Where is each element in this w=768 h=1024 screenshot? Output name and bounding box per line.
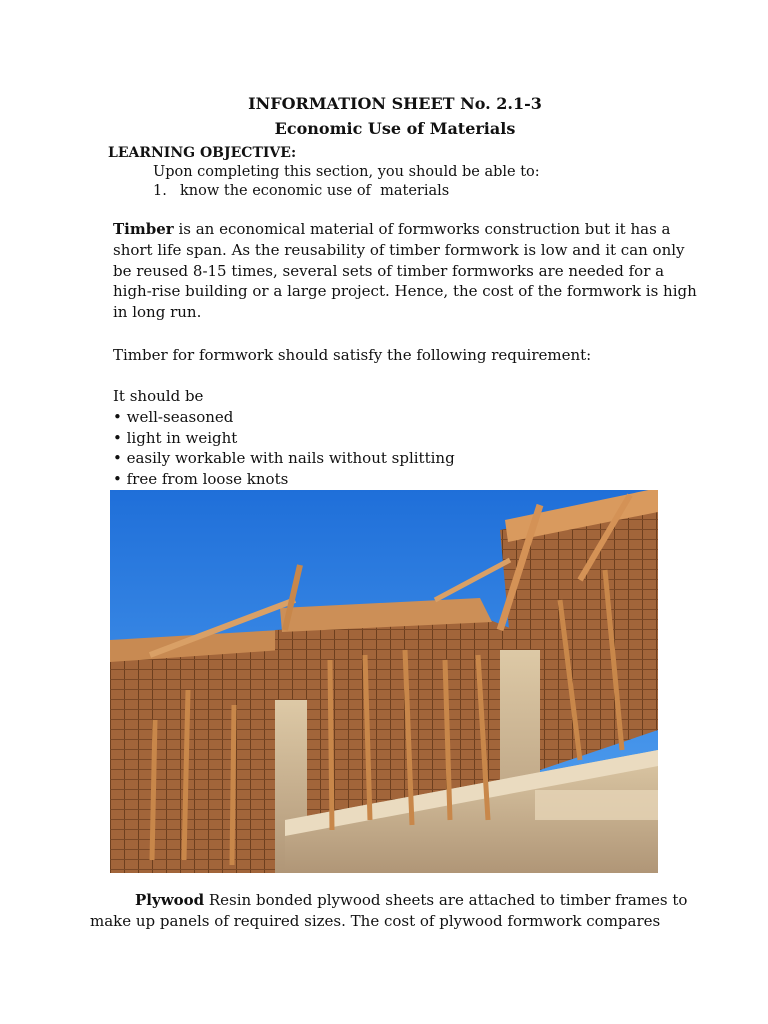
timber-line: short life span. As the reusability of timber formwork is low and it can only — [113, 240, 685, 259]
sheet-subtitle: Economic Use of Materials — [274, 119, 516, 138]
timber-formwork-photo — [110, 490, 658, 873]
plywood-line — [90, 890, 690, 911]
sheet-title: INFORMATION SHEET No. 2.1-3 — [248, 94, 542, 113]
objective-item-number: 1. — [153, 183, 167, 199]
timber-line-text: is an economical material of formworks construction but it has a — [173, 220, 671, 238]
requirements-list — [113, 386, 455, 490]
requirements-intro-block — [113, 345, 693, 366]
list-item: • free from loose knots — [113, 470, 289, 489]
requirements-intro: Timber for formwork should satisfy the following requirement: — [113, 346, 592, 364]
plywood-term: Plywood — [135, 891, 205, 909]
list-item: • well-seasoned — [113, 407, 234, 426]
learning-objective-heading: LEARNING OBJECTIVE: — [108, 145, 297, 161]
plywood-line: make up panels of required sizes. The cost of plywood formwork compares — [90, 911, 661, 930]
timber-paragraph — [113, 219, 697, 323]
list-item: • easily workable with nails without splitting — [113, 449, 455, 468]
timber-line — [113, 219, 693, 240]
timber-line: high-rise building or a large project. Hence, the cost of the formwork is high — [113, 282, 697, 301]
learning-objective-item — [153, 182, 449, 200]
requirements-lead: It should be — [113, 387, 204, 405]
plywood-paragraph — [90, 890, 690, 931]
timber-term: Timber — [113, 220, 174, 238]
plywood-line-text: Resin bonded plywood sheets are attached to timber frames to — [204, 891, 688, 909]
objective-item-text: know the economic use of materials — [180, 183, 450, 199]
formwork-illustration — [110, 490, 658, 873]
timber-line: in long run. — [113, 303, 202, 322]
list-item: • light in weight — [113, 428, 238, 447]
learning-objective-intro: Upon completing this section, you should be able to: — [153, 164, 540, 180]
timber-line: be reused 8-15 times, several sets of timber formworks are needed for a — [113, 261, 665, 280]
